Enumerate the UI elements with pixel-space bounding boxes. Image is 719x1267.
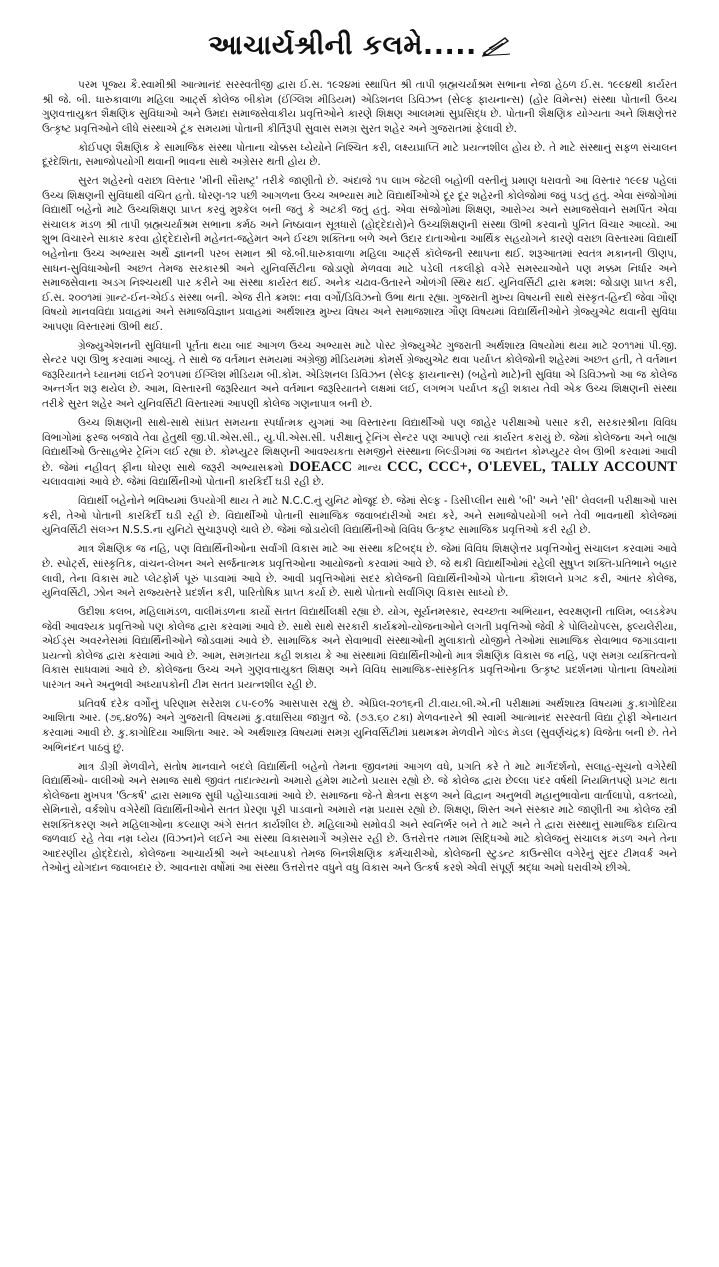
- pen-icon: [481, 35, 511, 57]
- paragraph-history: સુરત શહેરનો વરાછા વિસ્તાર 'મીની સૌરાષ્ટ્ર' તરીકે જાણીતો છે. અંદાજે ૧૫ લાખ જેટલી બહોળી વસ્તીનું પ્રમાણ ધરાવતો આ વિસ્તાર ૧૯૯૪ પહેલાં ઉચ્ચ શિક્ષણની સુવિધાથી વંચિત હતો. ધોરણ-૧૨ પછી આગળના ઉચ્ચ અભ્યાસ માટે વિદ્યાર્થીઓએ દૂર દૂર શહેરની કોલેજોમાં જવું પડતું હતું. એવા સંજોગોમાં વિદ્યાર્થી બહેનો માટે ઉચ્ચશિક્ષણ પ્રાપ્ત કરવું મુશ્કેલ બની જતું કે અટકી જતું હતું. એવા સંજોગોમાં શિક્ષણ, આરોગ્ય અને સમાજસેવાને સમર્પિત એવા સંચાલક મંડળ શ્રી તાપી બ્રહ્મચર્યાશ્રમ સભાના કર્મઠ અને નિષ્ઠાવાન સૂત્રધારો (હોદ્દેદારો)ને ઉચ્ચશિક્ષણની સંસ્થા ઊભી કરવાનો પુનિત વિચાર આવ્યો. આ શુભ વિચારને સાકાર કરવા હોદ્દેદારોની મહેનત-જહેમત અને ઈચ્છા શક્તિના બળે અને ઉદાર દાતાઓના આર્થિક સહયોગને કારણે વરાછા વિસ્તારમાં વિદ્યાર્થી બહેનોના ઉચ્ચ અભ્યાસ અર્થે જ્ઞાનની પરબ સમાન શ્રી જે.બી.ધારુકાવાળા મહિલા આર્ટ્સ કૉલેજની સ્થાપના થઈ. શરૂઆતમાં સ્વતંત્ર મકાનની ઊણપ, સાધન-સુવિધાઓની અછત તેમજ સરકારશ્રી અને યુનિવર્સિટીના જોડાણો મેળવવા માટે પડેલી તકલીફો વગેરે સમસ્યાઓને પણ મક્કમ નિર્ધાર અને સમાજસેવાના અડગ નિશ્ચયથી પાર કરીને આ સંસ્થા કાર્યરત થઈ. અનેક ચઢાવ-ઉતારને ઓળંગી સ્થિર થઈ. યુનિવર્સિટી દ્વારા ક્રમશ: જોડાણ પ્રાપ્ત કરી, ઈ.સ. ૨૦૦૧માં ગ્રાન્ટ-ઈન-એઈડ સંસ્થા બની. એજ રીતે ક્રમશ: નવા વર્ગો/ડિવિઝનો ઉભા થતા રહ્યા. ગુજરાતી મુખ્ય વિષયની સાથે સંસ્કૃત-હિન્દી જેવા ગૌણ વિષયો માનવવિદ્યા પ્રવાહમાં અને સમાજવિજ્ઞાન પ્રવાહમાં અર્થશાસ્ત્ર મુખ્ય વિષય અને સમાજશાસ્ત્ર ગૌણ વિષયમાં વિદ્યાર્થિનીઓને ગ્રેજ્યુએટ થવાની સુવિધા આપણા વિસ્તારમાં ઊભી થઈ.: [42, 175, 677, 333]
- paragraph-vision: માત્ર ડીગ્રી મેળવીને, સંતોષ માનવાને બદલે વિદ્યાર્થિની બહેનો તેમના જીવનમાં આગળ વધે, પ્રગતિ કરે તે માટે માર્ગદર્શનો, સલાહ-સૂચનો વગેરેથી વિદ્યાર્થિઓ- વાલીઓ અને સમાજ સાથે જીવંત તાદાત્મ્યનો અમારો હંમેશ માટેનો પ્રયાસ રહ્યો છે. જે કોલેજ દ્વારા છેલ્લા પંદર વર્ષથી નિયમિતપણે પ્રગટ થતા કોલેજના મુખપત્ર 'ઉત્કર્ષ' દ્વારા સમાજ સુધી પહોંચાડવામાં આવે છે. સમાજના જે-તે ક્ષેત્રના સફળ અને વિદ્વાન અનુભવી મહાનુભાવોના વાર્તાલાપો, વક્તવ્યો, સેમિનારો, વર્કશોપ વગેરેથી વિદ્યાર્થિનીઓને સતત પ્રેરણા પૂરી પાડવાનો અમારો નમ્ર પ્રયાસ રહ્યો છે. શિક્ષણ, શિસ્ત અને સંસ્કાર માટે જાણીતી આ કોલેજ સ્ત્રી સશક્તિકરણ અને મહિલાઓના કલ્યાણ અંગે સતત કાર્યશીલ છે. મહિલાઓ સમોવડી અને સ્વનિર્ભર બને તે માટે અને તે દ્વારા સંસ્થાનું સામાજિક દાયિત્વ જળવાઈ રહે તેવા નમ્ર ધ્યેય (વિઝન)ને લઈને આ સંસ્થા વિકાસમાર્ગે અગ્રેસર રહી છે. ઉત્તરોત્તર તમામ સિદ્ધિઓ માટે કોલેજનું સંચાલક મંડળ અને તેના આદરણીય હોદ્દેદારો, કોલેજના આચાર્યશ્રી અને અધ્યાપકો તેમજ બિનશૈક્ષણિક કર્મચારીઓ, કોલેજની સ્ટુડન્ટ કાઉન્સીલ વગેરેનું સુંદર ટીમવર્ક અને તેઓનું યોગદાન જવાબદાર છે. આવનારા વર્ષોમાં આ સંસ્થા ઉત્તરોત્તર વધુને વધુ વિકાસ અને ઉત્કર્ષ કરશે એવી સંપૂર્ણ શ્રદ્ધા અમો ધરાવીએ છીએ.: [42, 760, 677, 875]
- paragraph-ncc-nss: વિદ્યાર્થી બહેનોને ભવિષ્યમાં ઉપયોગી થાય તે માટે N.C.C.નું યુનિટ મોજૂદ છે. જેમાં સેલ્ફ - ડિસીપ્લીન સાથે 'બી' અને 'સી' લેવલની પરીક્ષાઓ પાસ કરી, તેઓ પોતાની કારકિર્દી ઘડી રહી છે. વિદ્યાર્થીઓ પોતાની સામાજિક જવાબદારીઓ અદા કરે, અને સમાજોપયોગી બને તેવી ભાવનાથી કોલેજમાં યુનિવર્સિટી સંલગ્ન N.S.S.ના યુનિટો સુચારૂપણે ચાલે છે. જેમાં જોડાયેલી વિદ્યાર્થિનીઓ વિવિધ ઉત્કૃષ્ટ સામાજિક પ્રવૃત્તિઓ કરી રહી છે.: [42, 495, 677, 537]
- article-body: [42, 78, 677, 876]
- page-title: આચાર્યશ્રીની કલમે.....: [208, 30, 477, 61]
- paragraph-training-text-c: ચલાવવામાં આવે છે. જેમાં વિદ્યાર્થિનીઓ પોતાની કારકિર્દી ઘડી રહી છે.: [42, 476, 324, 489]
- paragraph-training-text-a: ઉચ્ચ શિક્ષણની સાથે-સાથે સાંપ્રત સમયના સ્પર્ધાત્મક યુગમાં આ વિસ્તારના વિદ્યાર્થીઓ પણ જાહેર પરીક્ષાઓ પસાર કરી, સરકારશ્રીના વિવિધ વિભાગોમાં ફરજ બજાવે તેવા હેતુથી જી.પી.એસ.સી., યુ.પી.એસ.સી. પરીક્ષાનું ટ્રેનિંગ સેન્ટર પણ આપણે ત્યાં કાર્યરત કરાયું છે. જેમાં કોલેજના અને બાહ્ય વિદ્યાર્થીઓ ઉત્સાહભેર ટ્રેનિંગ લઈ રહ્યા છે. કોમ્પ્યુટર શિક્ષણની આવશ્યકતા સમજીને સંસ્થાના બિલ્ડીંગમાં જ અદ્યતન કોમ્પ્યુટર લેબ ઊભી કરવામાં આવી છે. જેમાં નહીવત્ ફીના ધોરણ સાથે જરૂરી અભ્યાસક્રમો: [42, 417, 677, 474]
- paragraph-clubs: ઉદીશા કલબ, મહિલામંડળ, વાલીમંડળના કાર્યો સતત વિદ્યાર્થીલક્ષી રહ્યા છે. યોગ, સૂર્યનમસ્કાર, સ્વચ્છતા અભિયાન, સ્વરક્ષણની તાલિમ, બ્લડકેમ્પ જેવી આવશ્યક પ્રવૃત્તિઓ પણ કોલેજ દ્વારા કરવામાં આવે છે. સાથે સાથે સરકારી કાર્યક્રમો-યોજનાઓને લગતી પ્રવૃત્તિઓ જેવી કે પોલિયોપલ્સ, ફ્લ્યલેરીયા, એઈડ્સ અવરનેસમાં વિદ્યાર્થિનીઓને જોડવામાં આવે છે. સામાજિક અને સેવાભાવી સંસ્થાઓની મુલાકાતો યોજીને તેઓમાં સામાજિક સેવાભાવ જગાડવાના પ્રયત્નો કોલેજ દ્વારા કરવામાં આવે છે. આમ, સમગ્રતયા કહી શકાય કે આ સંસ્થામાં વિદ્યાર્થિનીઓનો માત્ર શૈક્ષણિક વિકાસ જ નહિ, પણ સમગ્ર વ્યક્તિત્વનો વિકાસ સાધવામાં આવે છે. કોલેજના ઉચ્ચ અને ગુણવત્તાયુક્ત શિક્ષણ અને વિવિધ સામાજિક-સાંસ્કૃતિક પ્રવૃત્તિઓના ઉત્કૃષ્ટ પ્રદર્શનમાં પોતાના વિષયોમાં પારંગત અને અનુભવી અધ્યાપકોની ટીમ સતત પ્રયત્નશીલ રહી છે.: [42, 606, 677, 691]
- course-list: CCC, CCC+, O'LEVEL, TALLY ACCOUNT: [387, 458, 677, 475]
- paragraph-results: પ્રતિવર્ષ દરેક વર્ગોનું પરિણામ સરેરાશ ૮૫-૯૦% આસપાસ રહ્યું છે. એપ્રિલ-૨૦૧૬ની ટી.વાય.બી.એ.ની પરીક્ષામાં અર્થશાસ્ત્ર વિષયમાં કુ.કાગોદિયા આશિતા આર. (૭૬.૪૦%) અને ગુજરાતી વિષયમાં કુ.વઘાસિયા જાગ્રુત જે. (૭૩.૬૦ ટકા) મેળવનારને શ્રી સ્વામી આત્માનંદ સરસ્વતી વિદ્યા ટ્રોફી એનાયત કરવામાં આવી છે. કુ.કાગોદિયા આશિતા આર. એ અર્થશાસ્ત્ર વિષયમાં સમગ્ર યુનિવર્સિટીમાં પ્રથમક્રમ મેળવીને ગોલ્ડ મેડલ (સુવર્ણચંદ્રક) વિજેતા બની છે. તેને અભિનંદન પાઠવું છું.: [42, 697, 677, 754]
- course-doeacc: DOEACC: [289, 458, 353, 475]
- paragraph-postgraduate: ગ્રેજ્યુએશનની સુવિધાની પૂર્તતા થયા બાદ આગળ ઉચ્ચ અભ્યાસ માટે પોસ્ટ ગ્રેજ્યુએટ ગુજરાતી અર્થશાસ્ત્ર વિષયોમાં થયા માટે ૨૦૧૧માં પી.જી. સેન્ટર પણ ઊભુ કરવામાં આવ્યું. તે સાથે જ વર્તમાન સમયમાં અંગ્રેજી મીડિયમમાં કોમર્સ ગ્રેજ્યુએટ થવા પર્યાપ્ત કોલેજોની શહેરમાં અછત હતી, તે વર્તમાન જરૂરિયાતને ધ્યાનમાં લઈને ૨૦૧૫માં ઈંગ્લિશ મીડિયમ બી.કોમ. એડિશનલ ડિવિઝન (સેલ્ફ ફાયનાન્સ) (બહેનો માટે)ની સુવિધા એ ડિવિઝનો આ જ કોલેજ અન્તર્ગત શરૂ થયેલ છે. આમ, વિસ્તારની જરૂરિયાત અને વર્તમાન જરૂરિયાતને લક્ષમાં લઈ, લગભગ પર્યાપ્ત કહી શકાય તેવી એક ઉચ્ચ શિક્ષણની સંસ્થા તરીકે સુરત શહેર અને યુનિવર્સિટી વિસ્તારમાં આપણી કોલેજ ગણનાપાત્ર બની છે.: [42, 339, 678, 410]
- title-row: [42, 20, 677, 72]
- paragraph-training-center: [42, 416, 677, 490]
- paragraph-cocurricular: માત્ર શૈક્ષણિક જ નહિ, પણ વિદ્યાર્થિનીઓના સર્વાંગી વિકાસ માટે આ સંસ્થા કટિબદ્ધ છે. જેમાં વિવિધ શિક્ષણેત્તર પ્રવૃત્તિઓનું સંચાલન કરવામાં આવે છે. સ્પોર્ટ્સ, સાંસ્કૃતિક, વાંચન-લેખન અને સર્જનાત્મક પ્રવૃત્તિઓના આયોજનો કરવામાં આવે છે. જે થકી વિદ્યાર્થીઓમાં રહેલી સુષુપ્ત શક્તિ-પ્રતિભાને બહાર લાવી, તેના વિકાસ માટે પ્લેટફોર્મ પૂરું પાડવામાં આવે છે. આવી પ્રવૃત્તિઓમાં સદર કોલેજની વિદ્યાર્થિનીઓએ પોતાના કૌશલને પ્રગટ કરી, આંતર કોલેજ, યુનિવર્સિટી, ઝોન અને રાજ્યસ્તરે પ્રદર્શન કરી, પારિતોષિક પ્રાપ્ત કર્યા છે. સાથે પોતાનો સર્વાંગિણ વિકાસ સાધ્યો છે.: [42, 543, 677, 600]
- paragraph-training-text-b: માન્ય: [352, 461, 388, 474]
- paragraph-intro: પરમ પૂજ્ય કૈ.સ્વામીશ્રી આત્માનંદ સરસ્વતીજી દ્વારા ઈ.સ. ૧૯૨૪માં સ્થાપિત શ્રી તાપી બ્રહ્મચર્યાશ્રમ સભાના નેજા હેઠળ ઈ.સ. ૧૯૯૪થી કાર્યરત શ્રી જે. બી. ધારુકાવાળા મહિલા આર્ટ્સ કોલેજ બીકોમ (ઈંગ્લિશ મીડિયમ) એડિશનલ ડિવિઝન (સેલ્ફ ફાયનાન્સ) (હોર વિમેન્સ) સંસ્થા પોતાની ઉચ્ચ ગુણવત્તાયુક્ત શૈક્ષણિક સુવિધાઓ અને ઉમદા સમાજસેવાકીય પ્રવૃત્તિઓને કારણે શિક્ષણ આલમમાં સુપ્રસિદ્ધ છે. પોતાની શૈક્ષણિક યોગ્યતા અને શિક્ષણેત્તર ઉત્કૃષ્ટ પ્રવૃત્તિઓને લીધે સંસ્થાએ ટૂંક સમયમાં પોતાની કીર્તિરૂપી સુવાસ સમગ્ર સુરત શહેર અને ગુજરાતમાં ફેલાવી છે.: [42, 79, 677, 135]
- paragraph-goals: કોઈપણ શૈક્ષણિક કે સામાજિક સંસ્થા પોતાના ચોક્કસ ધ્યેયોને નિશ્ચિત કરી, લક્ષ્યપ્રાપ્તિ માટે પ્રયત્નશીલ હોય છે. તે માટે સંસ્થાનું સફળ સંચાલન દૂરંદેશિતા, સમાજોપયોગી થવાની ભાવના સાથે અગ્રેસર થતી હોય છે.: [42, 141, 677, 169]
